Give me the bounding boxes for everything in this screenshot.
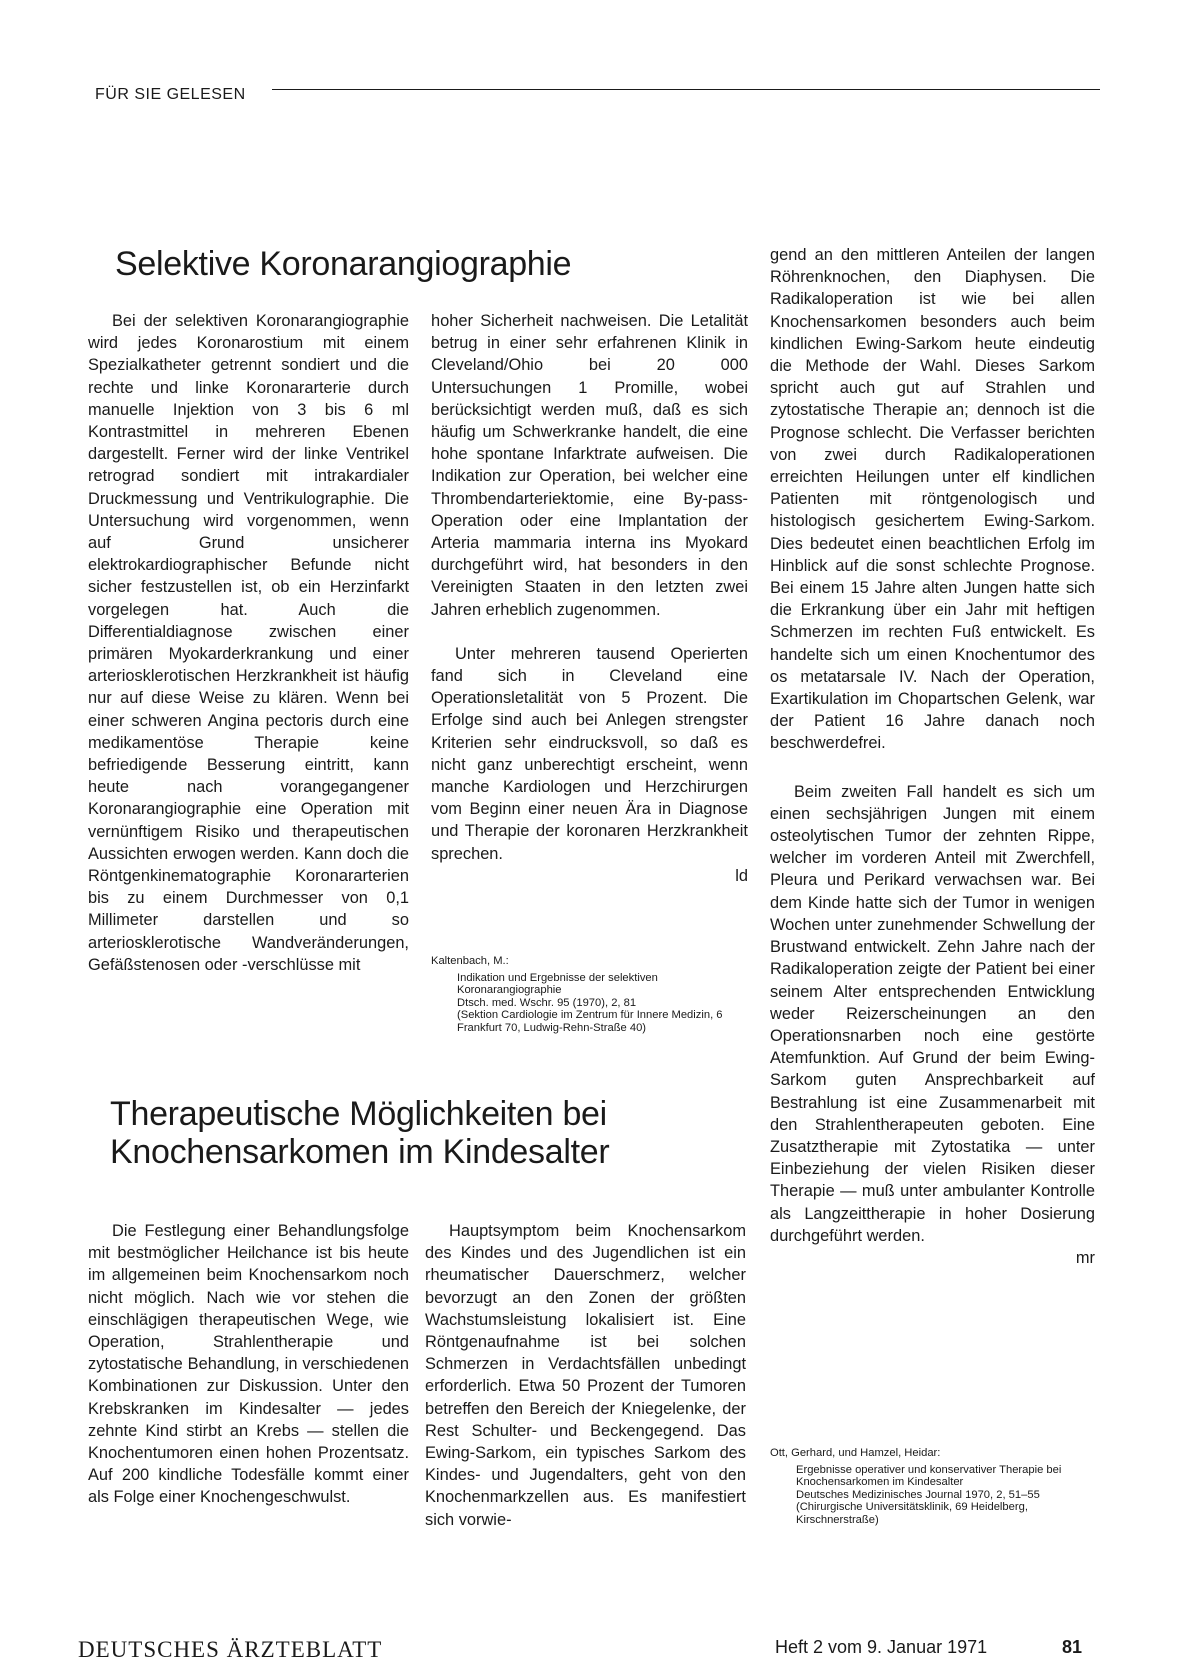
article2-col3-paragraph-1: gend an den mittleren Anteilen der langen Röhrenknochen, den Diaphysen. Die Radikaloperation ist wie bei allen Knochensarkomen besonders auch beim kindlichen Ewing-Sarkom heute eindeutig die Methode der Wahl. Dieses Sarkom spricht auch gut auf Strahlen und zytostatische Therapie an; dennoch ist die Prognose schlecht. Die Verfasser berichten von zwei durch Radikaloperationen erreichten Heilungen unter elf kindlichen Patienten mit röntgenologisch und histologisch gesichertem Ewing-Sarkom. Dies bedeutet einen beachtlichen Erfolg im Hinblick auf die sonst schlechte Prognose. Bei einem 15 Jahre alten Jungen hatte sich die Erkrankung über ein Jahr mit heftigen Schmerzen im rechten Fuß entwickelt. Es handelte sich um einen Knochentumor des os metatarsale IV. Nach der Operation, Exartikulation im Chopartschen Gelenk, war der Patient 16 Jahre danach noch beschwerdefrei. [770,246,1095,753]
article1-ref-title: Indikation und Ergebnisse der selektiven Koronarangiographie [457,971,658,996]
article2-title-line-2: Knochensarkomen im Kindesalter [110,1133,610,1171]
article1-column-1 [88,310,409,976]
article2-col2-paragraph: Hauptsymptom beim Knochensarkom des Kindes und des Jugendlichen ist ein rheumatischer Dauerschmerz, welcher bevorzugt an den Zonen der größten Wachstumsleistung lokalisiert ist. Eine Röntgenaufnahme ist bei solchen Schmerzen in Verdachtsfällen unbedingt erforderlich. Etwa 50 Prozent der Tumoren betreffen den Bereich der Kniegelenke, der Rest Schulter- und Beckengegend. Das Ewing-Sarkom, ein typisches Sarkom des Kindes- und Jugendalters, geht von den Knochenmarkzellen aus. Es manifestiert sich vorwie- [425,1222,746,1529]
article1-ref-author: Kaltenbach, M.: [431,955,509,967]
article2-col1-paragraph: Die Festlegung einer Behandlungsfolge mit bestmöglicher Heilchance ist bis heute im allgemeinen beim Knochensarkom noch nicht möglich. Nach wie vor stehen die einschlägigen therapeutischen Wege, wie Operation, Strahlentherapie und zytostatische Behandlung, in verschiedenen Kombinationen zur Diskussion. Unter den Krebskranken im Kindesalter — jedes zehnte Kind stirbt an Krebs — stellen die Knochentumoren einen hohen Prozentsatz. Auf 200 kindliche Todesfälle kommt einer als Folge einer Knochengeschwulst. [88,1222,409,1507]
footer-issue-info: Heft 2 vom 9. Januar 1971 [775,1637,988,1657]
article2-reference [770,1447,1095,1526]
article1-col2-paragraph-2: Unter mehreren tausend Operierten fand sich in Cleveland eine Operationsletalität von 5 Prozent. Die Erfolge sind auch bei Anlegen strengster Kriterien sehr eindrucksvoll, so daß es nicht ganz unberechtigt erscheint, wenn manche Kardiologen und Herzchirurgen vom Beginn einer neuen Ära in Diagnose und Therapie der koronaren Herzkrankheit sprechen. [431,644,748,863]
article2-ref-address: (Chirurgische Universitätsklinik, 69 Heidelberg, Kirschnerstraße) [796,1501,1028,1526]
article1-reference [431,955,748,1034]
article1-col1-paragraph: Bei der selektiven Koronarangiographie wird jedes Koronarostium mit einem Spezialkatheter getrennt sondiert und die rechte und linke Koronararterie durch manuelle Injektion von 3 bis 6 ml Kontrastmittel in mehreren Ebenen dargestellt. Ferner wird der linke Ventrikel retrograd sondiert mit intrakardialer Druckmessung und Ventrikulographie. Die Untersuchung wird vorgenommen, wenn auf Grund unsicherer elektrokardiographischer Befunde nicht sicher festzustellen ist, ob ein Herzinfarkt vorgelegen hat. Auch die Differentialdiagnose zwischen einer primären Myokarderkrankung und einer arteriosklerotischen Herzkrankheit ist häufig nur auf diese Weise zu klären. Wenn bei einer schweren Angina pectoris durch eine medikamentöse Therapie keine befriedigende Besserung eintritt, kann heute nach vorangegangener Koronarangiographie eine Operation mit vernünftigem Risiko und therapeutischen Aussichten erwogen werden. Kann doch die Röntgenkinematographie Koronararterien bis zu einem Durchmesser von 0,1 Millimeter darstellen und so arteriosklerotische Wandveränderungen, Gefäßstenosen oder -verschlüsse mit [88,312,409,974]
article1-ref-address: (Sektion Cardiologie im Zentrum für Innere Medizin, 6 Frankfurt 70, Ludwig-Rehn-Straße 40) [457,1009,723,1034]
footer-page-number: 81 [1062,1637,1083,1657]
article2-column-2 [425,1220,746,1531]
article1-column-2 [431,310,748,887]
article1-signature: ld [735,866,748,885]
article2-title [110,1095,609,1171]
article2-ref-author: Ott, Gerhard, und Hamzel, Heidar: [770,1447,941,1459]
article2-title-line-1: Therapeutische Möglichkeiten bei [110,1095,607,1133]
article1-ref-journal: Dtsch. med. Wschr. 95 (1970), 2, 81 [457,996,637,1009]
section-label: FÜR SIE GELESEN [95,86,246,103]
article1-title: Selektive Koronarangiographie [115,245,572,283]
article2-col3-paragraph-2: Beim zweiten Fall handelt es sich um einen sechsjährigen Jungen mit einem osteolytischen Tumor der zehnten Rippe, welcher im vorderen Anteil mit Zwerchfell, Pleura und Perikard verwachsen war. Bei dem Kinde hatte sich der Tumor in wenigen Wochen unter zunehmender Schwellung der Brustwand entwickelt. Zehn Jahre nach der Radikaloperation zeigte der Patient bei einer seinem Alter entsprechenden Entwicklung weder Reizerscheinungen an den Operationsnarben noch eine gestörte Atemfunktion. Auf Grund der beim Ewing-Sarkom guten Ansprechbarkeit auf Bestrahlung ist eine Zusammenarbeit mit den Strahlentherapeuten geboten. Eine Zusatztherapie mit Zytostatika — unter Einbeziehung der vielen Risiken dieser Therapie — muß unter ambulanter Kontrolle als Langzeittherapie in hoher Dosierung durchgeführt werden. [770,782,1095,1245]
article2-ref-title: Ergebnisse operativer und konservativer Therapie bei Knochensarkomen im Kindesalter [796,1463,1062,1488]
header-rule [272,89,1100,90]
article1-col2-paragraph-1: hoher Sicherheit nachweisen. Die Letalität betrug in einer sehr erfahrenen Klinik in Cleveland/Ohio bei 20 000 Untersuchungen 1 Promille, wobei berücksichtigt werden muß, daß es sich häufig um Schwerkranke handelt, die eine hohe spontane Infarktrate aufweisen. Die Indikation zur Operation, bei welcher eine Thrombendarteriektomie, eine By-pass-Operation oder eine Implantation der Arteria mammaria interna ins Myokard durchgeführt wird, hat besonders in den Vereinigten Staaten in den letzten zwei Jahren erheblich zugenommen. [431,312,748,619]
article2-signature: mr [1075,1248,1095,1267]
article2-ref-journal: Deutsches Medizinisches Journal 1970, 2, 51–55 [796,1488,1040,1501]
article2-column-1 [88,1220,409,1509]
article2-column-3 [770,244,1095,1269]
footer-magazine-name: DEUTSCHES ÄRZTEBLATT [78,1637,383,1662]
